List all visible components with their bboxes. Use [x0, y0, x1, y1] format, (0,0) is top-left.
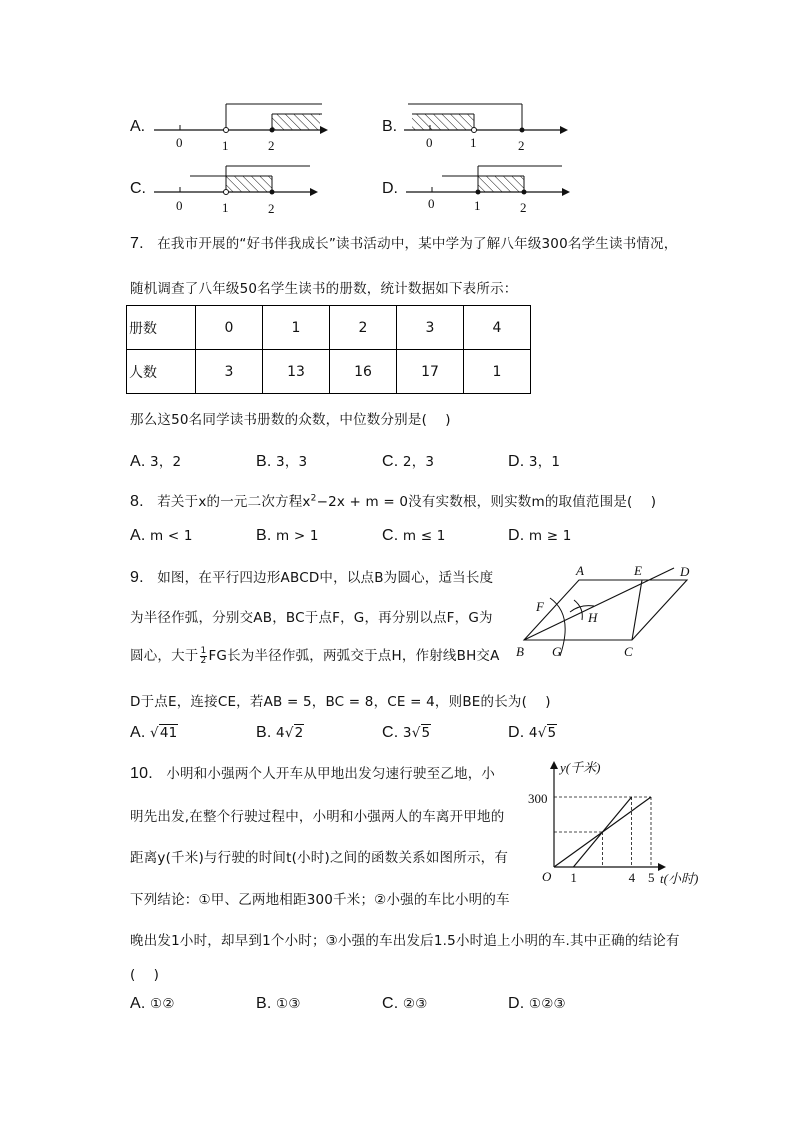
q10-x-tick-4: 4 — [628, 870, 636, 885]
q9-label-h: H — [588, 610, 598, 625]
q6-a-tick-2: 2 — [268, 138, 275, 153]
q8-number: 8. — [130, 493, 144, 510]
q9-line2: 为半径作弧，分别交AB，BC于点F，G，再分别以点F，G为 — [130, 610, 493, 626]
q7-row2-head: 人数 — [127, 350, 196, 394]
q9-label-a: A — [576, 563, 584, 578]
q7-line1-text: 在我市开展的“好书伴我成长”读书活动中，某中学为了解八年级300名学生读书情况， — [157, 236, 678, 252]
q7-row2-cell: 16 — [330, 350, 397, 394]
q8-stem: 8. 若关于x的一元二次方程$x^2-2x + m = 0$没有实数根，则实数m的取值范围是( ) — [130, 493, 657, 510]
q9-line3: 圆心，大于 $\frac{1}{2}$ FG长为半径作弧，两弧交于点H，作射线BH交A — [130, 645, 500, 666]
q6-d-tick-0: 0 — [428, 196, 435, 211]
q9-line1: 9. 如图，在平行四边形ABCD中，以点B为圆心，适当长度 — [130, 569, 494, 586]
q9-option-c[interactable]: C. 3√5 — [382, 724, 431, 741]
q10-line4: 下列结论：①甲、乙两地相距300千米；②小强的车比小明的车 — [130, 892, 510, 908]
q7-row1-cell: 4 — [464, 306, 531, 350]
q6-option-b-numberline — [400, 98, 580, 158]
q8-option-d[interactable]: D. m ≥ 1 — [508, 527, 572, 544]
q10-line5: 晚出发1小时，却早到1个小时；③小强的车出发后1.5小时追上小明的车.其中正确的结论有 — [130, 933, 680, 949]
q7-option-b[interactable]: B. 3，3 — [256, 453, 308, 470]
q9-option-a[interactable]: A. √41 — [130, 724, 178, 741]
q8-option-b[interactable]: B. m > 1 — [256, 527, 319, 544]
q8-option-a[interactable]: A. m < 1 — [130, 527, 193, 544]
q6-c-tick-1: 1 — [222, 200, 229, 215]
q6-b-tick-2: 2 — [518, 138, 525, 153]
q6-b-tick-0: 0 — [426, 135, 433, 150]
q10-t-axis-label: t(小时) — [660, 871, 699, 886]
q6-c-tick-0: 0 — [176, 198, 183, 213]
q6-c-tick-2: 2 — [268, 201, 275, 216]
q7-table — [126, 305, 531, 394]
q7-row1-cell: 2 — [330, 306, 397, 350]
q10-line-chart — [520, 755, 700, 895]
q9-label-f: F — [536, 599, 544, 614]
q10-origin-label: O — [542, 869, 552, 884]
q6-option-c-numberline — [150, 160, 330, 220]
q6-d-tick-2: 2 — [520, 200, 527, 215]
q9-option-d[interactable]: D. 4√5 — [508, 724, 557, 741]
q6-option-b-letter[interactable]: B. — [382, 118, 398, 135]
q10-option-b[interactable]: B. ①③ — [256, 995, 301, 1012]
q10-option-d[interactable]: D. ①②③ — [508, 995, 566, 1012]
q9-line4: D于点E，连接CE，若AB = 5，BC = 8，CE = 4，则BE的长为( ) — [130, 694, 551, 710]
q9-label-d: D — [680, 564, 690, 579]
q6-option-d-numberline — [402, 160, 582, 220]
q7-line2: 随机调查了八年级50名学生读书的册数，统计数据如下表所示： — [130, 281, 518, 297]
q10-line2: 明先出发,在整个行驶过程中，小明和小强两人的车离开甲地的 — [130, 809, 505, 825]
q7-row1-cell: 1 — [263, 306, 330, 350]
q7-row2-cell: 1 — [464, 350, 531, 394]
q10-line6: ( ) — [130, 967, 160, 983]
q10-y-tick-300: 300 — [528, 791, 548, 806]
q9-label-e: E — [634, 563, 642, 578]
q9-parallelogram-figure — [512, 560, 702, 660]
q7-question: 那么这50名同学读书册数的众数，中位数分别是( ) — [130, 412, 451, 428]
q10-option-a[interactable]: A. ①② — [130, 995, 175, 1012]
q6-d-tick-1: 1 — [474, 198, 481, 213]
q7-number: 7. — [130, 235, 144, 252]
q7-row2-cell: 13 — [263, 350, 330, 394]
q9-fraction: $\frac{1}{2}$ — [200, 645, 207, 666]
q6-b-tick-1: 1 — [470, 135, 477, 150]
q10-series-line-2 — [573, 797, 631, 867]
q10-number: 10. — [130, 765, 153, 782]
q7-row1-cell: 0 — [196, 306, 263, 350]
q6-option-d-letter[interactable]: D. — [382, 180, 398, 197]
q9-label-g: G — [552, 644, 562, 659]
q7-line1 — [130, 232, 678, 253]
table-row — [127, 350, 531, 394]
q7-row2-cell: 3 — [196, 350, 263, 394]
q7-row1-head: 册数 — [127, 306, 196, 350]
table-row — [127, 306, 531, 350]
q6-a-tick-1: 1 — [222, 138, 229, 153]
q6-option-a-numberline — [150, 98, 330, 158]
q9-option-b[interactable]: B. 4√2 — [256, 724, 304, 741]
q7-row1-cell: 3 — [397, 306, 464, 350]
q10-option-c[interactable]: C. ②③ — [382, 995, 428, 1012]
q6-option-a-letter[interactable]: A. — [130, 118, 146, 135]
q9-label-c: C — [624, 644, 633, 659]
q7-option-a[interactable]: A. 3，2 — [130, 453, 182, 470]
q7-row2-cell: 17 — [397, 350, 464, 394]
q10-line3: 距离y(千米)与行驶的时间t(小时)之间的函数关系如图所示，有 — [130, 850, 509, 866]
q10-x-tick-5: 5 — [648, 870, 655, 885]
q7-option-c[interactable]: C. 2，3 — [382, 453, 435, 470]
q10-y-axis-label: y(千米) — [560, 760, 601, 775]
q9-label-b: B — [516, 644, 524, 659]
q6-option-c-letter[interactable]: C. — [130, 180, 146, 197]
q6-a-tick-0: 0 — [176, 135, 183, 150]
q10-x-tick-1: 1 — [570, 870, 577, 885]
q7-option-d[interactable]: D. 3，1 — [508, 453, 561, 470]
q9-number: 9. — [130, 569, 144, 586]
q8-option-c[interactable]: C. m ≤ 1 — [382, 527, 446, 544]
q10-line1: 10. 小明和小强两个人开车从甲地出发匀速行驶至乙地，小 — [130, 765, 496, 782]
